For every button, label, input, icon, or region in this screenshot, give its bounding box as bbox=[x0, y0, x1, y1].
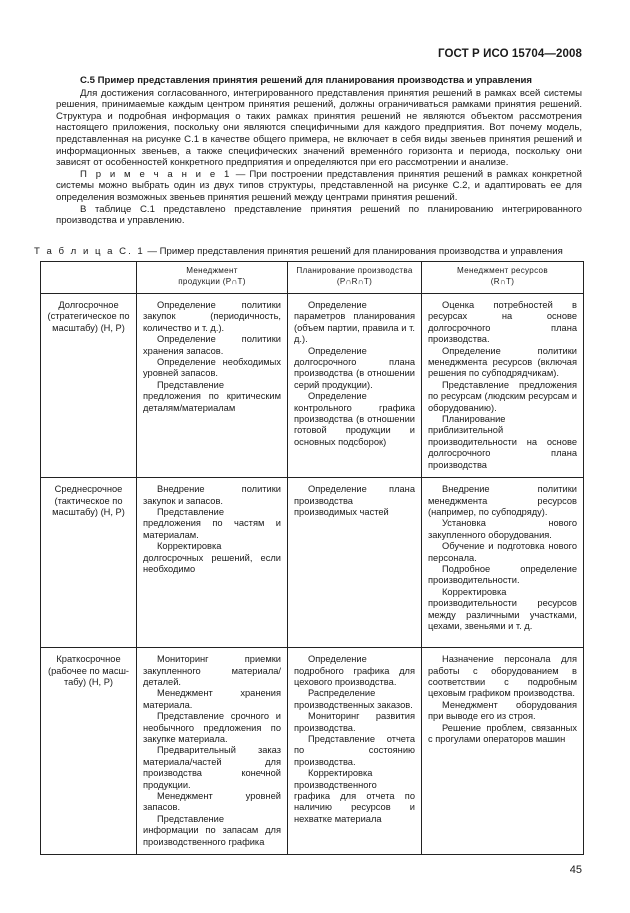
table-row-long-term bbox=[41, 294, 584, 478]
cell-item: Обучение и подготовка нового персонала. bbox=[428, 541, 577, 563]
cell-item: Оценка потребностей в ресурсах на основе долгосрочного плана производства. bbox=[428, 300, 577, 345]
cell-item: Определение параметров планирования (объем партии, правила и т. д.). bbox=[294, 300, 415, 345]
planning-cell bbox=[288, 478, 422, 648]
cell-item: Менеджмент уровней запасов. bbox=[143, 790, 281, 813]
cell-item: Представление отчета по состоянию производства. bbox=[294, 733, 415, 767]
cell-item: Представление информации по запасам для производственного графика bbox=[143, 813, 281, 847]
header-corner bbox=[41, 262, 137, 294]
row-label-line: (стратегическое по bbox=[47, 311, 130, 322]
row-label-line: Краткосрочное bbox=[56, 654, 121, 665]
cell-item: Установка нового закупленного оборудования. bbox=[428, 518, 577, 540]
cell-item: Менеджмент оборудования при выводе его из строя. bbox=[428, 699, 577, 722]
table-caption bbox=[34, 246, 594, 258]
row-label-line: Среднесрочное bbox=[54, 484, 123, 495]
page-number: 45 bbox=[569, 864, 582, 876]
table-caption-label: Т а б л и ц а С. 1 bbox=[34, 246, 145, 257]
cell-item: Корректировка производственного графика для отчета по наличию ресурсов и нехватке материала bbox=[294, 768, 415, 824]
cell-item: Определение политики хранения запасов. bbox=[143, 334, 281, 356]
cell-item: Определение политики менеджмента ресурсов (включая решения по субподрядчикам). bbox=[428, 345, 577, 379]
cell-item: Представление предложения по частям и материалам. bbox=[143, 506, 281, 540]
table-caption-text: — Пример представления принятия решений для планирования производства и управления bbox=[144, 246, 563, 257]
planning-cell bbox=[288, 648, 422, 855]
section-heading: С.5 Пример представления принятия решений для планирования производства и управления bbox=[80, 75, 533, 86]
cell-item: Внедрение политики закупок и запасов. bbox=[143, 484, 281, 506]
section-body bbox=[56, 75, 582, 227]
resources-cell bbox=[422, 478, 584, 648]
cell-item: Представление предложения по ресурсам (людским ресурсам и оборудованию). bbox=[428, 379, 577, 413]
note-label: П р и м е ч а н и е 1 bbox=[80, 168, 232, 180]
header-line: Планирование производства bbox=[296, 266, 413, 275]
header-resource-management bbox=[422, 262, 584, 294]
cell-item: Назначение персонала для работы с оборудованием в соответствии с подробным цеховым графиком производства. bbox=[428, 654, 577, 699]
header-production-planning bbox=[288, 262, 422, 294]
cell-item: Представление предложения по критическим деталям/материалам bbox=[143, 379, 281, 413]
cell-item: Решение проблем, связанных с прогулами операторов машин bbox=[428, 722, 577, 744]
cell-item: Предварительный заказ материала/частей для производства конечной продукции. bbox=[143, 745, 281, 790]
cell-item: Корректировка долгосрочных решений, если необходимо bbox=[143, 541, 281, 574]
header-line: Менеджмент ресурсов bbox=[457, 266, 548, 275]
cell-item: Определение необходимых уровней запасов. bbox=[143, 357, 281, 379]
body-paragraph: Для достижения согласованного, интегрированного представления принятия решений в рамках всей системы решения, принимаемые каждым центром принятия решений, должны ограничиваться рамками принятия решений. Структура и подробная информация о таких рамках принятия решений не являются объектом рассмотрения настоящего приложения, поскольку они являются специфичными для каждого предприятия. Вот почему модель, представленная на рисунке С.1 в качестве общего примера, не включает в себя виды звеньев принятия решений и информационных звеньев, а также специфических значений временнóго горизонта и периода, поскольку они зависят от особенностей конкретного предприятия и определяются при его рассмотрении и анализе. bbox=[56, 87, 582, 169]
product-cell bbox=[137, 294, 288, 478]
table-row-mid-term bbox=[41, 478, 584, 648]
resources-cell bbox=[422, 294, 584, 478]
note-text: — При построении представления принятия решений в рамках конкретной системы можно выбрать один из двух типов структуры, представленной на рисунке С.2, и адаптировать ее для определения возможных звеньев принятия решений между центрами принятия решений. bbox=[56, 168, 582, 203]
row-label-line: масштабу) (Н, Р) bbox=[52, 506, 125, 517]
row-label-cell bbox=[41, 294, 137, 478]
product-cell bbox=[137, 478, 288, 648]
cell-item: Менеджмент хранения материала. bbox=[143, 688, 281, 710]
row-label-line: масштабу) (Н, Р) bbox=[52, 322, 125, 333]
table-header-row bbox=[41, 262, 584, 294]
cell-item: Определение долгосрочного плана производства (в отношении серий продукции). bbox=[294, 345, 415, 390]
header-line: (P∩R∩T) bbox=[336, 277, 373, 286]
header-line: (R∩T) bbox=[490, 277, 515, 286]
resources-cell bbox=[422, 648, 584, 855]
row-label-line: Долгосрочное bbox=[58, 300, 119, 310]
cell-item: Мониторинг развития производства. bbox=[294, 711, 415, 733]
cell-item: Внедрение политики менеджмента ресурсов (например, по субподряду). bbox=[428, 484, 577, 517]
decision-table bbox=[40, 261, 584, 855]
cell-item: Определение политики закупок (периодичность, количество и т. д.). bbox=[143, 300, 281, 333]
row-label-line: (рабочее по масш- bbox=[47, 665, 130, 676]
row-label-cell bbox=[41, 478, 137, 648]
cell-item: Распределение производственных заказов. bbox=[294, 688, 413, 710]
header-line: продукции (P∩T) bbox=[178, 277, 246, 286]
header-product-management bbox=[137, 262, 288, 294]
closing-paragraph: В таблице С.1 представлено представление принятия решений по планированию интегрированного производства и управлению. bbox=[56, 203, 582, 227]
row-label-cell bbox=[41, 648, 137, 855]
cell-item: Корректировка производительности ресурсов между различными участками, цехами, звеньями и т. д. bbox=[428, 586, 577, 631]
planning-cell bbox=[288, 294, 422, 478]
table-row-short-term bbox=[41, 648, 584, 855]
cell-item: Представление срочного и необычного предложения по закупке материала. bbox=[143, 711, 281, 744]
product-cell bbox=[137, 648, 288, 855]
cell-item: Определение контрольного графика производства (в отношении готовой продукции и основных подсборок) bbox=[294, 391, 415, 447]
cell-item: Планирование приблизительной производительности на основе долгосрочного плана производства bbox=[428, 414, 577, 470]
cell-item: Мониторинг приемки закупленного материала/деталей. bbox=[143, 654, 281, 687]
row-label-line: (тактическое по bbox=[54, 495, 123, 506]
note-paragraph bbox=[56, 169, 582, 204]
cell-item: Подробное определение производительности. bbox=[428, 563, 577, 586]
standard-code: ГОСТ Р ИСО 15704—2008 bbox=[437, 48, 582, 60]
header-line: Менеджмент bbox=[186, 266, 238, 275]
cell-item: Определение подробного графика для цехового производства. bbox=[294, 654, 415, 687]
cell-item: Определение плана производства производимых частей bbox=[294, 484, 415, 517]
row-label-line: табу) (Н, Р) bbox=[63, 676, 114, 687]
